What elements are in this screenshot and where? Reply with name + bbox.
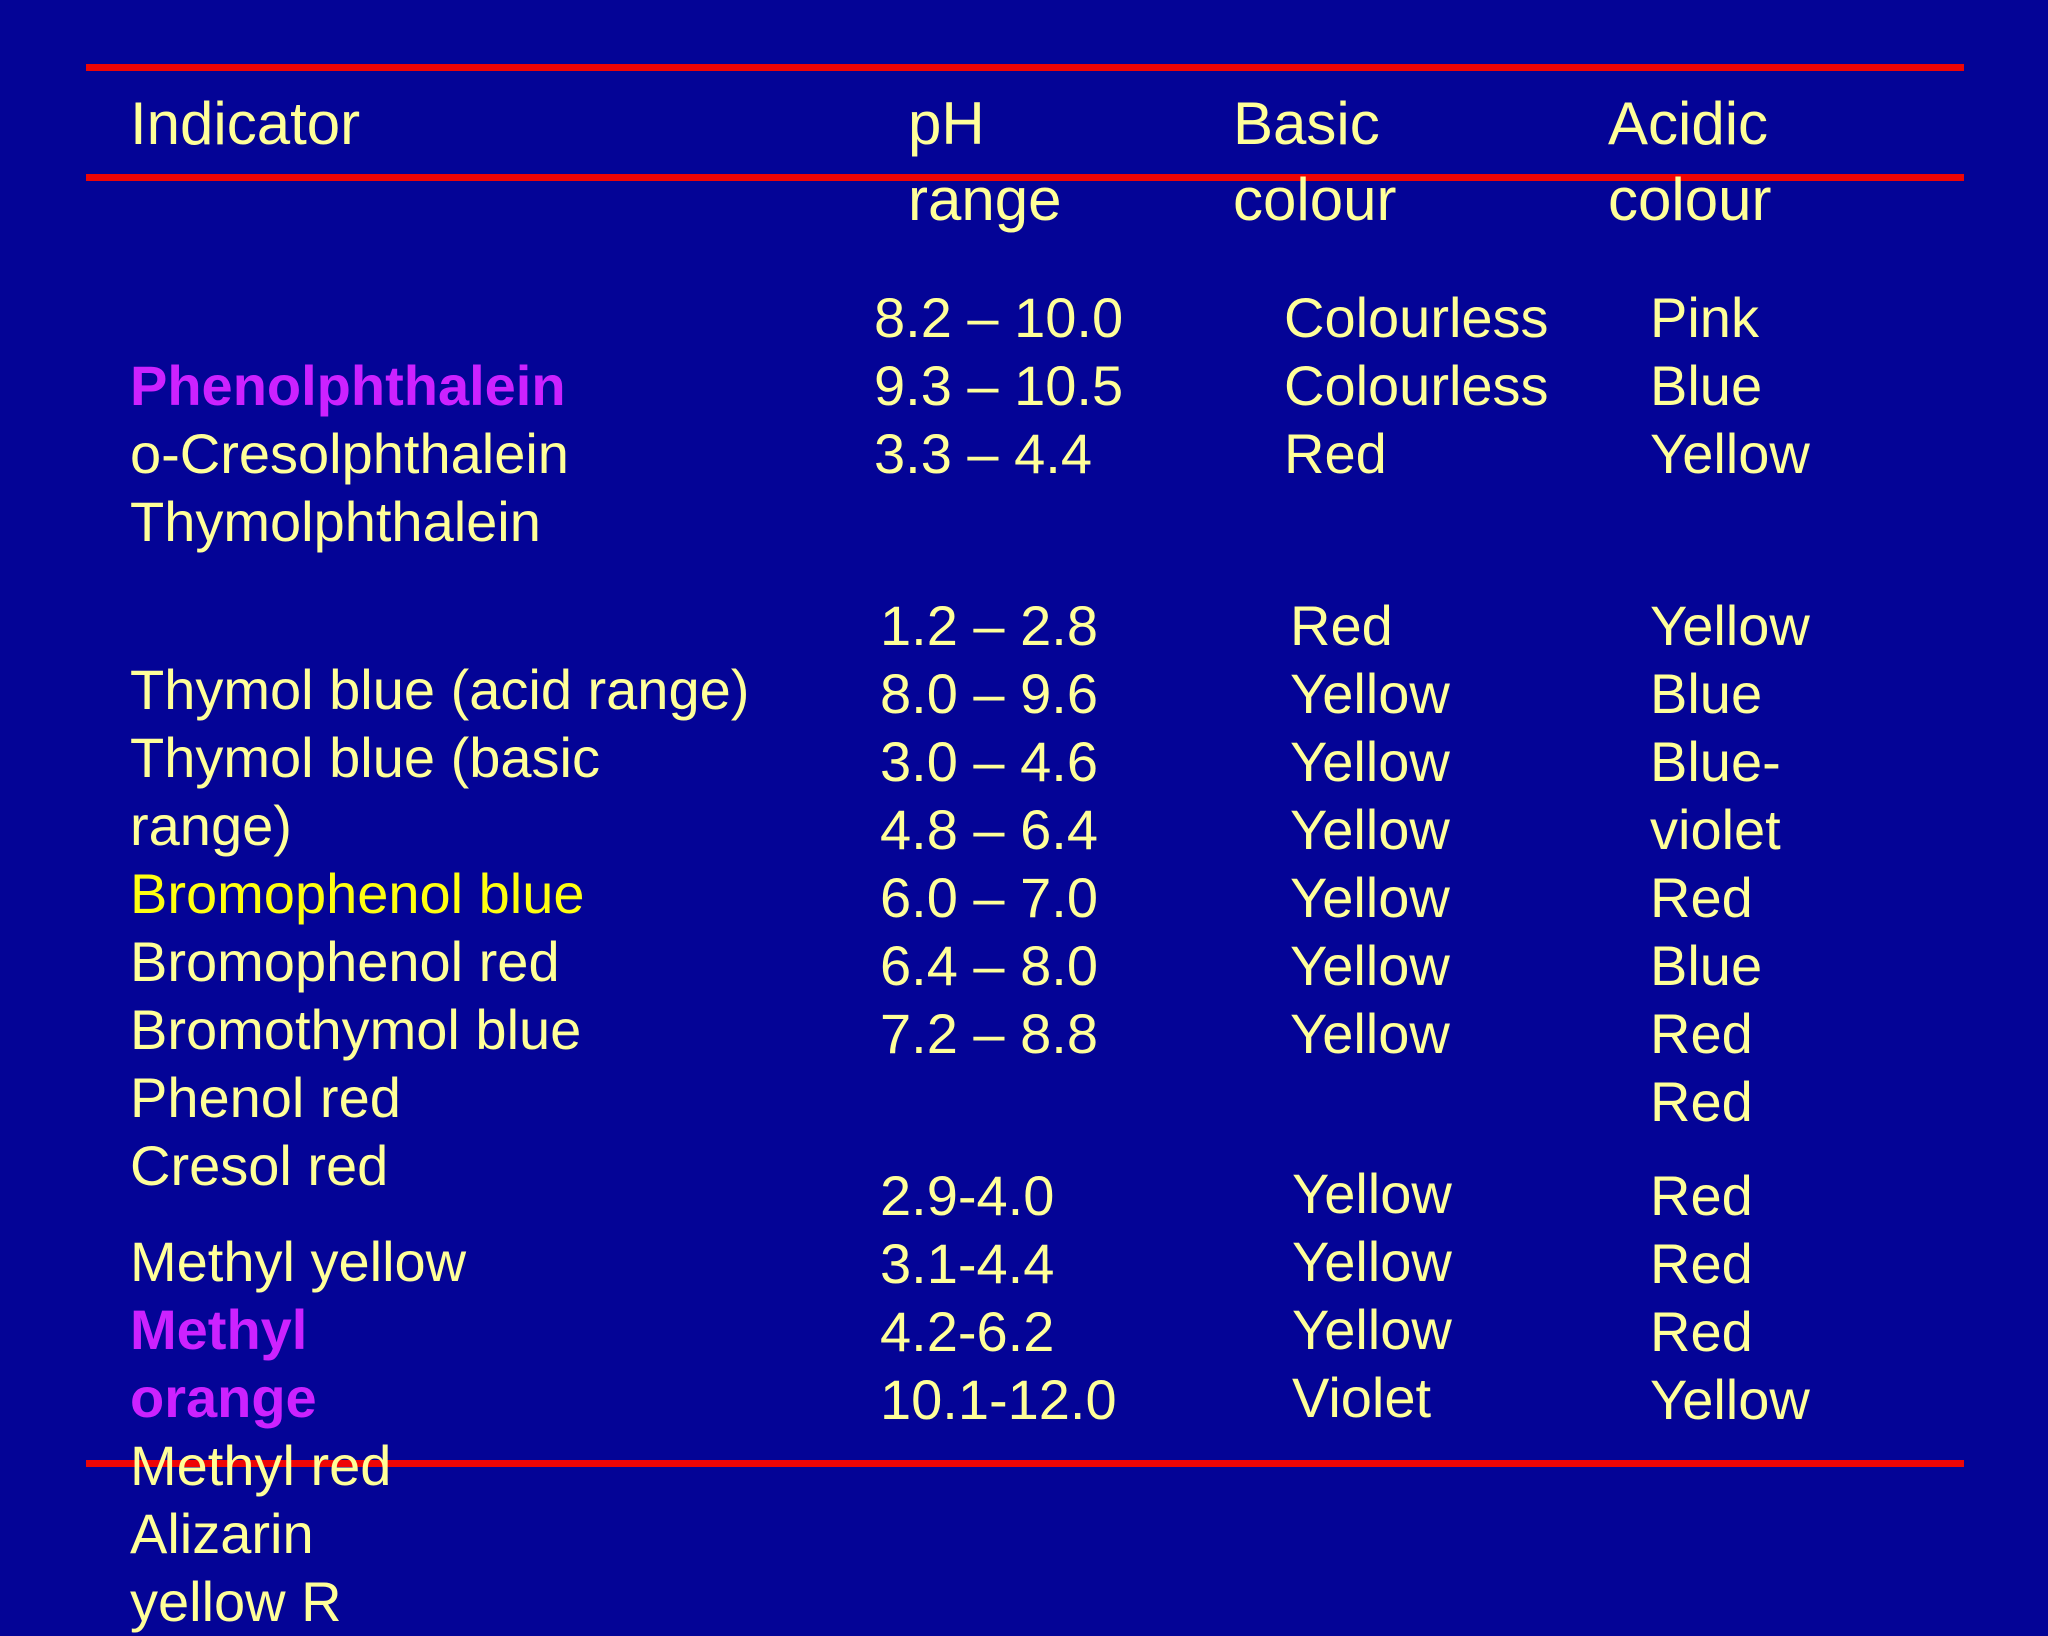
indicator-name: Thymol blue (acid range)	[130, 658, 750, 721]
group3-basic-colours: Yellow Yellow Yellow Violet	[1292, 1162, 1452, 1429]
indicator-name: Thymolphthalein	[130, 490, 541, 553]
indicator-name: Bromothymol blue	[130, 998, 582, 1061]
table-top-rule	[86, 64, 1964, 71]
indicator-name: Methyl red	[130, 1434, 392, 1497]
group2-acidic-colours: Yellow Blue Blue- violet Red Blue Red Red	[1650, 594, 1810, 1133]
group1-ph-ranges: 8.2 – 10.0 9.3 – 10.5 3.3 – 4.4	[874, 286, 1124, 485]
indicator-name: o-Cresolphthalein	[130, 422, 569, 485]
header-acidic-colour: Acidic colour	[1608, 90, 1772, 233]
group2-basic-colours: Red Yellow Yellow Yellow Yellow Yellow Yellow	[1290, 594, 1450, 1065]
indicator-name: Phenolphthalein	[130, 354, 566, 417]
group1-indicator-names	[130, 284, 569, 556]
header-basic-colour: Basic colour	[1233, 90, 1397, 233]
group3-ph-ranges: 2.9-4.0 3.1-4.4 4.2-6.2 10.1-12.0	[880, 1164, 1117, 1431]
indicator-name: Methyl yellow	[130, 1230, 467, 1293]
group3-acidic-colours: Red Red Red Yellow	[1650, 1164, 1810, 1431]
indicator-name: Thymol blue (basic range)	[130, 726, 600, 857]
indicator-name: Methyl orange	[130, 1298, 317, 1429]
group1-basic-colours: Colourless Colourless Red	[1284, 286, 1549, 485]
group3-indicator-names	[130, 1160, 466, 1636]
header-indicator: Indicator	[130, 90, 361, 157]
group2-indicator-names	[130, 588, 749, 1200]
group2-ph-ranges: 1.2 – 2.8 8.0 – 9.6 3.0 – 4.6 4.8 – 6.4 6.0 – 7.0 6.4 – 8.0 7.2 – 8.8	[880, 594, 1098, 1065]
indicator-name: Phenol red	[130, 1066, 401, 1129]
indicator-name: Alizarin yellow R	[130, 1502, 342, 1633]
header-ph-range: pH range	[908, 90, 1062, 233]
indicator-name: Bromophenol blue	[130, 862, 585, 925]
indicator-name: Cresol red	[130, 1134, 389, 1197]
indicator-name: Bromophenol red	[130, 930, 560, 993]
group1-acidic-colours: Pink Blue Yellow	[1650, 286, 1810, 485]
